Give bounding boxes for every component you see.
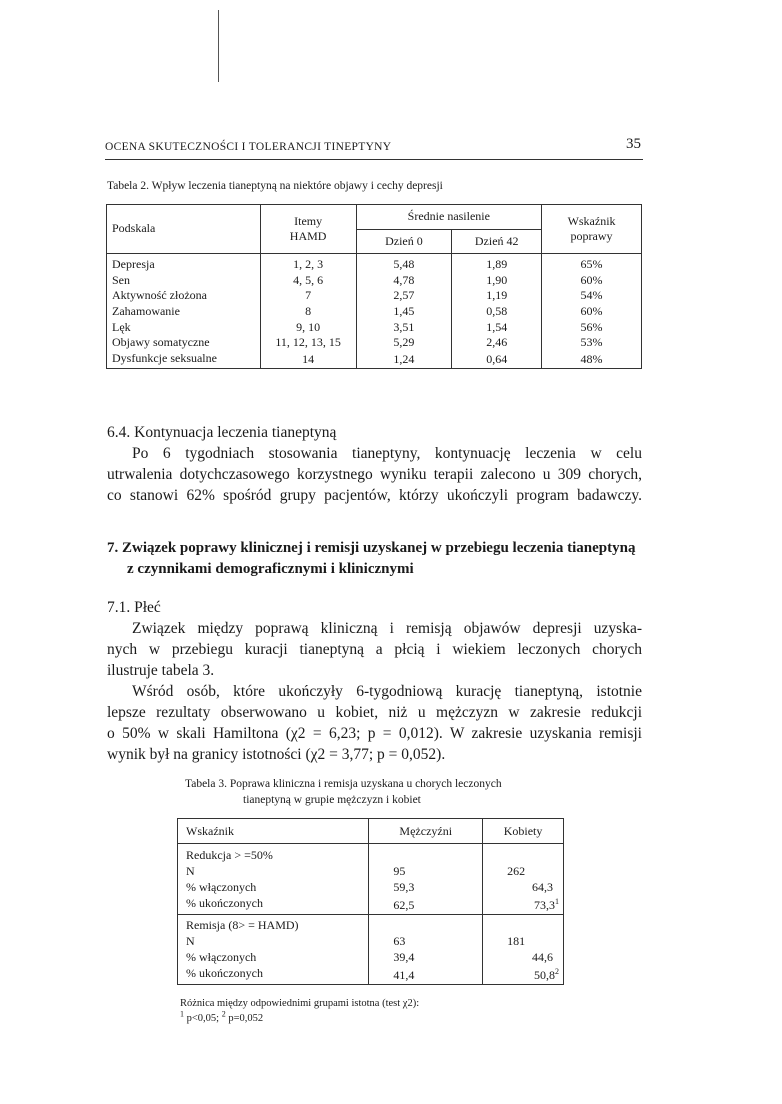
table-row [107, 351, 642, 369]
table2 [106, 204, 642, 369]
table3 [177, 818, 564, 985]
table2-cell-items: 1, 2, 3 [260, 254, 356, 273]
table2-cell-items: 4, 5, 6 [260, 273, 356, 289]
section-7-heading [107, 538, 642, 580]
table3-group1-title: Redukcja > =50% [178, 844, 369, 864]
table2-col-day42: Dzień 42 [452, 229, 542, 254]
table3-cell-men: 59,3 [369, 879, 483, 895]
footnote-text-2: p=0,052 [225, 1013, 264, 1024]
page-number: 35 [626, 136, 641, 152]
table3-caption [185, 776, 605, 808]
table2-cell-day0: 3,51 [356, 320, 452, 336]
table2-col-index [542, 205, 642, 254]
table3-cell-men: 95 [369, 863, 483, 879]
table3-cell-label: % ukończonych [178, 965, 369, 985]
table2-cell-index: 56% [542, 320, 642, 336]
table2-cell-name: Depresja [107, 254, 261, 273]
table3-value: 73,3 [534, 897, 555, 912]
table2-cell-day42: 0,64 [452, 351, 542, 369]
footnote-line1: Różnica między odpowiednimi grupami istotna (test χ2): [180, 998, 420, 1009]
table3-cell-women-sup [483, 895, 564, 915]
table2-cell-name: Objawy somatyczne [107, 335, 261, 351]
table3-cell-label: % włączonych [178, 949, 369, 965]
table2-col-index-line2: poprawy [570, 229, 613, 244]
table2-cell-items: 8 [260, 304, 356, 320]
text-line: ilustruje tabela 3. [107, 662, 215, 679]
table2-cell-index: 48% [542, 351, 642, 369]
table2-col-items-line1: Itemy [294, 213, 323, 228]
section-6-4 [107, 422, 642, 506]
table-row [107, 273, 642, 289]
table3-cell-men: 41,4 [369, 965, 483, 985]
table2-cell-day42: 0,58 [452, 304, 542, 320]
table-row [178, 949, 564, 965]
scan-margin-line [218, 10, 219, 82]
table2-cell-index: 60% [542, 273, 642, 289]
table3-caption-line2: tianeptyną w grupie mężczyzn i kobiet [243, 794, 421, 806]
table2-cell-name: Lęk [107, 320, 261, 336]
table3-group2-title: Remisja (8> = HAMD) [178, 915, 369, 934]
table3-value: 50,8 [534, 967, 555, 982]
table2-cell-items: 9, 10 [260, 320, 356, 336]
table3-cell-women-sup [483, 965, 564, 985]
table3-cell-men: 62,5 [369, 895, 483, 915]
footnote-text-1: p<0,05; [184, 1013, 222, 1024]
running-header [105, 136, 643, 160]
table3-cell-men: 63 [369, 933, 483, 949]
table2-cell-day42: 1,89 [452, 254, 542, 273]
table3-cell-women: 181 [483, 933, 564, 949]
table2-col-mean: Średnie nasilenie [356, 205, 542, 230]
table3-caption-line1: Tabela 3. Poprawa kliniczna i remisja uzyskana u chorych leczonych [185, 778, 502, 790]
footnote-mark-2: 2 [221, 1009, 226, 1019]
table2-cell-day42: 1,19 [452, 288, 542, 304]
section-7-1 [107, 597, 642, 765]
text-line: utrwalenia dotychczasowego korzystnego wyniku terapii zalecono u 309 chorych, [107, 466, 642, 483]
table-row [107, 320, 642, 336]
table3-cell-label: % włączonych [178, 879, 369, 895]
table3-cell-women: 262 [483, 863, 564, 879]
table2-header-row [107, 205, 642, 230]
text-line: Związek między poprawą kliniczną i remisją objawów depresji uzyska- [132, 620, 642, 637]
table2-cell-index: 65% [542, 254, 642, 273]
section-7-1-heading: 7.1. Płeć [107, 599, 161, 616]
table3-header-row [178, 819, 564, 844]
table2-cell-name: Aktywność złożona [107, 288, 261, 304]
table3-footnote [180, 996, 600, 1026]
table2-cell-day0: 5,48 [356, 254, 452, 273]
table2-cell-index: 60% [542, 304, 642, 320]
table-row [178, 863, 564, 879]
text-line: wynik był na granicy istotności (χ2 = 3,77; p = 0,052). [107, 746, 446, 763]
table3-cell-label: % ukończonych [178, 895, 369, 915]
text-line: co stanowi 62% spośród grupy pacjentów, którzy ukończyli program badawczy. [107, 487, 642, 504]
table-row [107, 288, 642, 304]
table2-cell-day42: 2,46 [452, 335, 542, 351]
text-line: Wśród osób, które ukończyły 6-tygodniową kurację tianeptyną, istotnie [132, 683, 642, 700]
text-line: lepsze rezultaty obserwowano u kobiet, niż u mężczyzn w zakresie redukcji [107, 704, 642, 721]
table2-cell-items: 7 [260, 288, 356, 304]
text-line: nych w przebiegu kuracji tianeptyną a płcią i wiekiem leczonych chorych [107, 641, 642, 658]
table2-cell-name: Sen [107, 273, 261, 289]
table2-cell-day42: 1,90 [452, 273, 542, 289]
section-6-4-heading: 6.4. Kontynuacja leczenia tianeptyną [107, 424, 337, 441]
footnote-line2 [180, 1011, 600, 1026]
table2-col-items-line2: HAMD [289, 229, 327, 244]
table-row [107, 335, 642, 351]
table2-col-index-line1: Wskaźnik [567, 213, 616, 228]
table2-cell-day0: 1,24 [356, 351, 452, 369]
table2-col-subscale: Podskala [107, 205, 261, 254]
running-title: OCENA SKUTECZNOŚCI I TOLERANCJI TINEPTYNY [105, 141, 392, 153]
table-row [178, 895, 564, 915]
table3-cell-women: 64,3 [483, 879, 564, 895]
footnote-ref: 1 [555, 896, 559, 906]
footnote-mark-1: 1 [180, 1009, 184, 1019]
table2-cell-name: Zahamowanie [107, 304, 261, 320]
table2-cell-name: Dysfunkcje seksualne [107, 351, 261, 369]
table2-cell-index: 53% [542, 335, 642, 351]
table3-cell-women: 44,6 [483, 949, 564, 965]
table2-col-items [260, 205, 356, 254]
table2-cell-day0: 4,78 [356, 273, 452, 289]
table-row [178, 933, 564, 949]
table2-cell-day42: 1,54 [452, 320, 542, 336]
table-row [178, 879, 564, 895]
table-row [107, 304, 642, 320]
text-line: o 50% w skali Hamiltona (χ2 = 6,23; p = 0,012). W zakresie uzyskania remisji [107, 725, 642, 742]
table-row [178, 965, 564, 985]
table3-cell-label: N [178, 933, 369, 949]
section-7-heading-line1: 7. Związek poprawy klinicznej i remisji uzyskanej w przebiegu leczenia tianeptyną [107, 540, 636, 556]
table3-col-men: Mężczyźni [369, 819, 483, 844]
table2-cell-items: 14 [260, 351, 356, 369]
table2-col-day0: Dzień 0 [356, 229, 452, 254]
section-7-heading-line2: z czynnikami demograficznymi i klinicznymi [127, 561, 414, 577]
table3-group-title-row [178, 844, 564, 864]
table3-cell-label: N [178, 863, 369, 879]
table2-cell-items: 11, 12, 13, 15 [260, 335, 356, 351]
table2-cell-index: 54% [542, 288, 642, 304]
table-row [107, 254, 642, 273]
footnote-ref: 2 [555, 966, 559, 976]
table3-cell-men: 39,4 [369, 949, 483, 965]
table2-cell-day0: 1,45 [356, 304, 452, 320]
table3-col-index: Wskaźnik [178, 819, 369, 844]
table2-caption: Tabela 2. Wpływ leczenia tianeptyną na niektóre objawy i cechy depresji [107, 180, 443, 192]
table2-cell-day0: 2,57 [356, 288, 452, 304]
table3-group-title-row [178, 915, 564, 934]
table3-col-women: Kobiety [483, 819, 564, 844]
table2-cell-day0: 5,29 [356, 335, 452, 351]
text-line: Po 6 tygodniach stosowania tianeptyny, kontynuację leczenia w celu [132, 445, 642, 462]
